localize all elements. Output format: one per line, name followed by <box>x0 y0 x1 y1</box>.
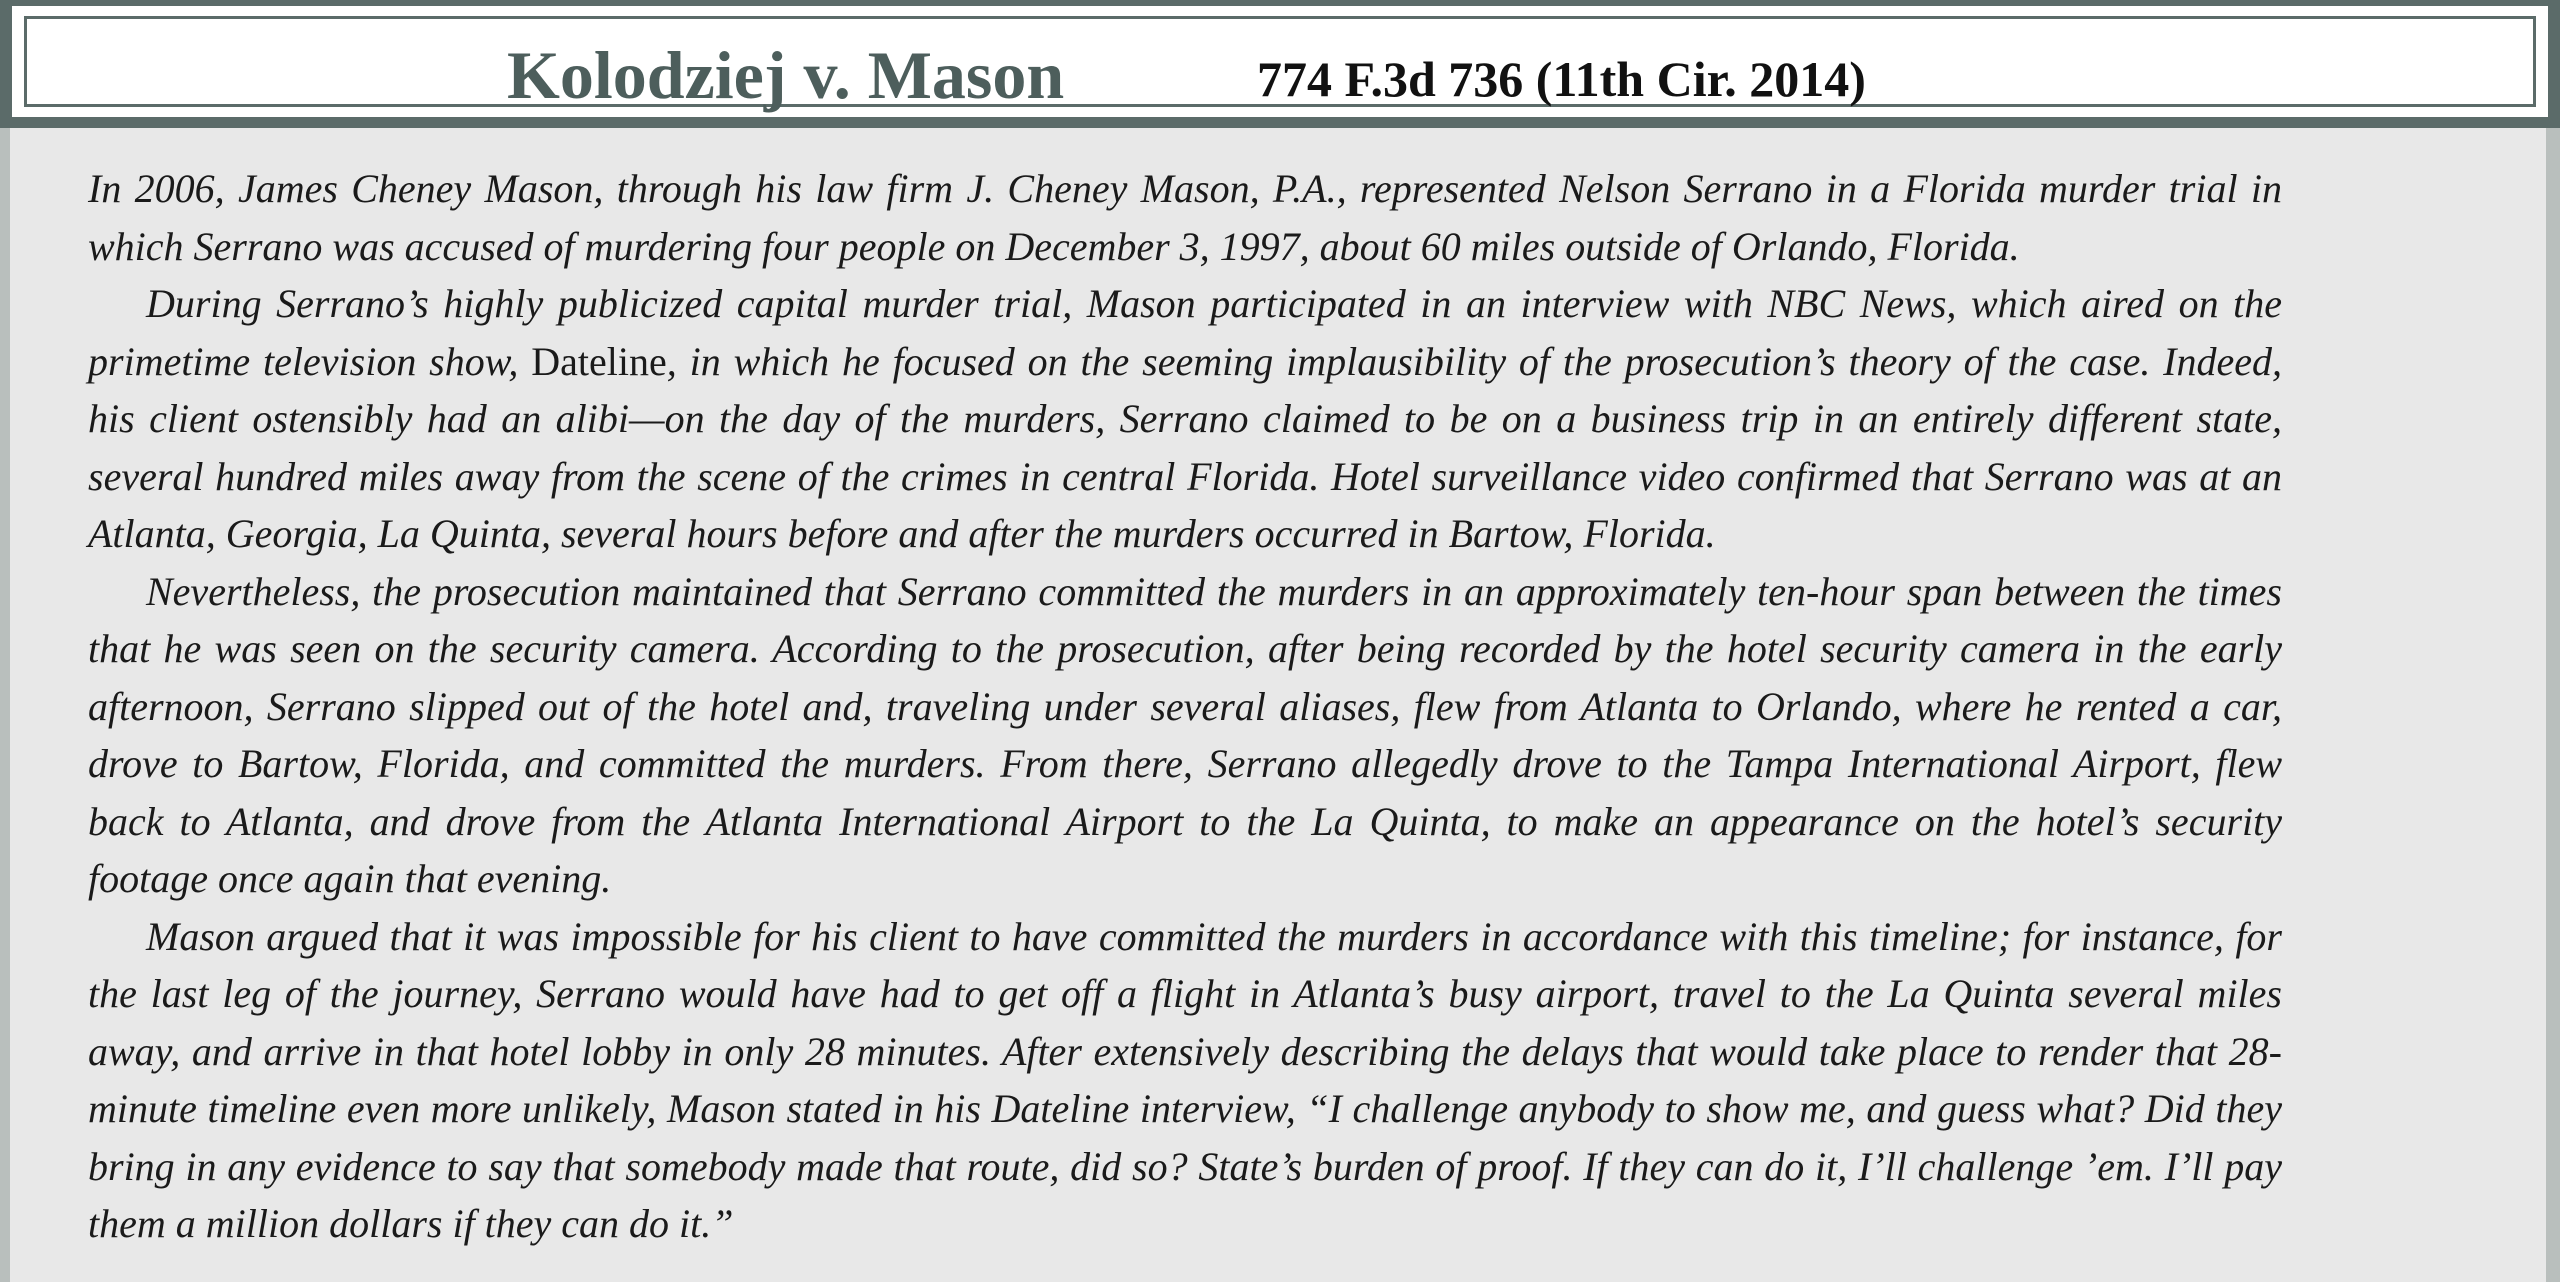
header-band <box>0 0 2560 128</box>
show-title: Dateline <box>531 338 667 384</box>
header-box <box>12 6 2548 117</box>
header-frame <box>24 16 2536 113</box>
right-margin-rule <box>2546 128 2560 1282</box>
paragraph-4: Mason argued that it was impossible for his client to have committed the murders in accordance with this timeline; for instance, for the last leg of the journey, Serrano would have had to get off a flight in Atlanta’s busy airport, travel to the La Quinta several miles away, and arrive in that hotel lobby in only 28 minutes. After extensively describing the delays that would take place to render that 28-minute timeline even more unlikely, Mason stated in his Dateline interview, “I challenge anybody to show me, and guess what? Did they bring in any evidence to say that somebody made that route, did so? State’s burden of proof. If they can do it, I’ll challenge ’em. I’ll pay them a million dollars if they can do it.” <box>88 913 2282 1246</box>
case-name-title: Kolodziej v. Mason <box>507 37 1065 113</box>
paragraph-2 <box>88 275 2282 563</box>
paragraph-2-text-after: , in which he focused on the seeming implausibility of the prosecution’s theory of the case. Indeed, his client ostensibly had an alibi—on the day of the murders, Serrano claimed to be on a business trip in an entirely different state, several hundred miles away from the scene of the crimes in central Florida. Hotel surveillance video confirmed that Serrano was at an Atlanta, Georgia, La Quinta, several hours before and after the murders occurred in Bartow, Florida. <box>88 338 2282 556</box>
opinion-body <box>88 160 2282 1253</box>
paragraph-2-text-before: During Serrano’s highly publicized capital murder trial, Mason participated in an interview with NBC News, which aired on the primetime television show, <box>88 281 2282 384</box>
paragraph-3: Nevertheless, the prosecution maintained that Serrano committed the murders in an approximately ten-hour span between the times that he was seen on the security camera. According to the prosecution, after being recorded by the hotel security camera in the early afternoon, Serrano slipped out of the hotel and, traveling under several aliases, flew from Atlanta to Orlando, where he rented a car, drove to Bartow, Florida, and committed the murders. From there, Serrano allegedly drove to the Tampa International Airport, flew back to Atlanta, and drove from the Atlanta International Airport to the La Quinta, to make an appearance on the hotel’s security footage once again that evening. <box>88 568 2282 901</box>
case-citation: 774 F.3d 736 (11th Cir. 2014) <box>1257 51 1866 107</box>
paragraph-1: In 2006, James Cheney Mason, through his law firm J. Cheney Mason, P.A., represented Nelson Serrano in a Florida murder trial in which Serrano was accused of murdering four people on December 3, 1997, about 60 miles outside of Orlando, Florida. <box>88 166 2282 269</box>
left-margin-rule <box>0 128 10 1282</box>
